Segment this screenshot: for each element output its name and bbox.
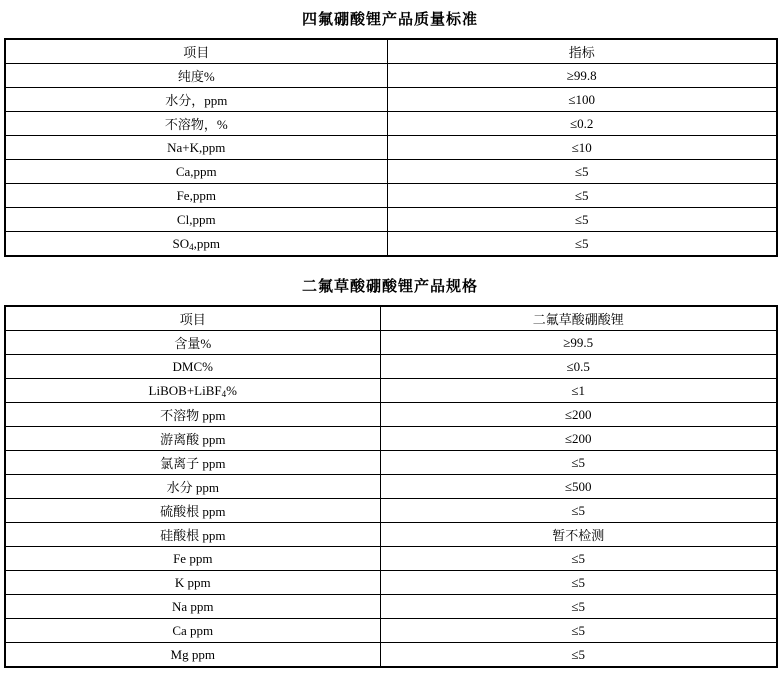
table-row [5,403,777,427]
row-item: Cl,ppm [5,208,387,232]
row-value: ≤5 [380,547,777,571]
table-row [5,523,777,547]
table-row [5,547,777,571]
row-value: ≥99.8 [387,64,777,88]
row-value: ≤1 [380,379,777,403]
row-value: ≤5 [387,208,777,232]
table-row [5,595,777,619]
row-item: 不溶物 ppm [5,403,380,427]
table2-title: 二氟草酸硼酸锂产品规格 [301,277,478,295]
row-item [5,379,380,403]
item-tail: ,ppm [193,235,220,251]
row-value: ≤500 [380,475,777,499]
table-row [5,427,777,451]
table-row [5,451,777,475]
row-value: 暂不检测 [380,523,777,547]
lithium-tetrafluoroborate-spec-table [4,38,778,257]
row-item: 不溶物，% [5,112,387,136]
row-value: ≤0.2 [387,112,777,136]
row-value: ≤200 [380,403,777,427]
table-row [5,571,777,595]
table-header-row [5,39,777,64]
row-value: ≤200 [380,427,777,451]
item-tail: % [226,382,237,398]
row-item: Fe,ppm [5,184,387,208]
row-item: 含量% [5,331,380,355]
row-value: ≤0.5 [380,355,777,379]
row-item: Ca ppm [5,619,380,643]
row-value: ≤5 [380,451,777,475]
table-row [5,208,777,232]
table-row [5,331,777,355]
row-item: 硫酸根 ppm [5,499,380,523]
row-item: 游离酸 ppm [5,427,380,451]
row-value: ≤5 [387,232,777,257]
row-item: Na ppm [5,595,380,619]
table-row [5,88,777,112]
row-item: Ca,ppm [5,160,387,184]
row-item: Na+K,ppm [5,136,387,160]
row-value: ≤10 [387,136,777,160]
item-subscript: 4 [221,388,227,399]
table-row [5,355,777,379]
table-row [5,160,777,184]
table-row [5,379,777,403]
row-item: Mg ppm [5,643,380,668]
table-row [5,499,777,523]
header-item: 项目 [5,306,380,331]
table-row [5,184,777,208]
row-value: ≤5 [380,643,777,668]
header-item: 项目 [5,39,387,64]
row-value: ≥99.5 [380,331,777,355]
lithium-difluoro-oxalato-borate-spec-table [4,305,778,668]
row-value: ≤5 [387,160,777,184]
table-row [5,475,777,499]
row-value: ≤5 [380,595,777,619]
table-row [5,619,777,643]
table-row [5,64,777,88]
table-row [5,232,777,257]
row-value: ≤5 [380,571,777,595]
row-item: 硅酸根 ppm [5,523,380,547]
item-main: LiBOB+LiBF [148,382,222,398]
row-item: 纯度% [5,64,387,88]
row-item [5,232,387,257]
row-value: ≤100 [387,88,777,112]
row-value: ≤5 [387,184,777,208]
item-main: SO [172,235,190,251]
row-item: DMC% [5,355,380,379]
row-value: ≤5 [380,499,777,523]
header-value: 二氟草酸硼酸锂 [380,306,777,331]
item-subscript: 4 [189,241,194,252]
header-value: 指标 [387,39,777,64]
table-row [5,112,777,136]
table-row [5,643,777,668]
row-item: 水分，ppm [5,88,387,112]
row-item: 氯离子 ppm [5,451,380,475]
table-header-row [5,306,777,331]
row-item: K ppm [5,571,380,595]
table1-title: 四氟硼酸锂产品质量标准 [301,10,478,28]
row-value: ≤5 [380,619,777,643]
row-item: 水分 ppm [5,475,380,499]
row-item: Fe ppm [5,547,380,571]
table-row [5,136,777,160]
